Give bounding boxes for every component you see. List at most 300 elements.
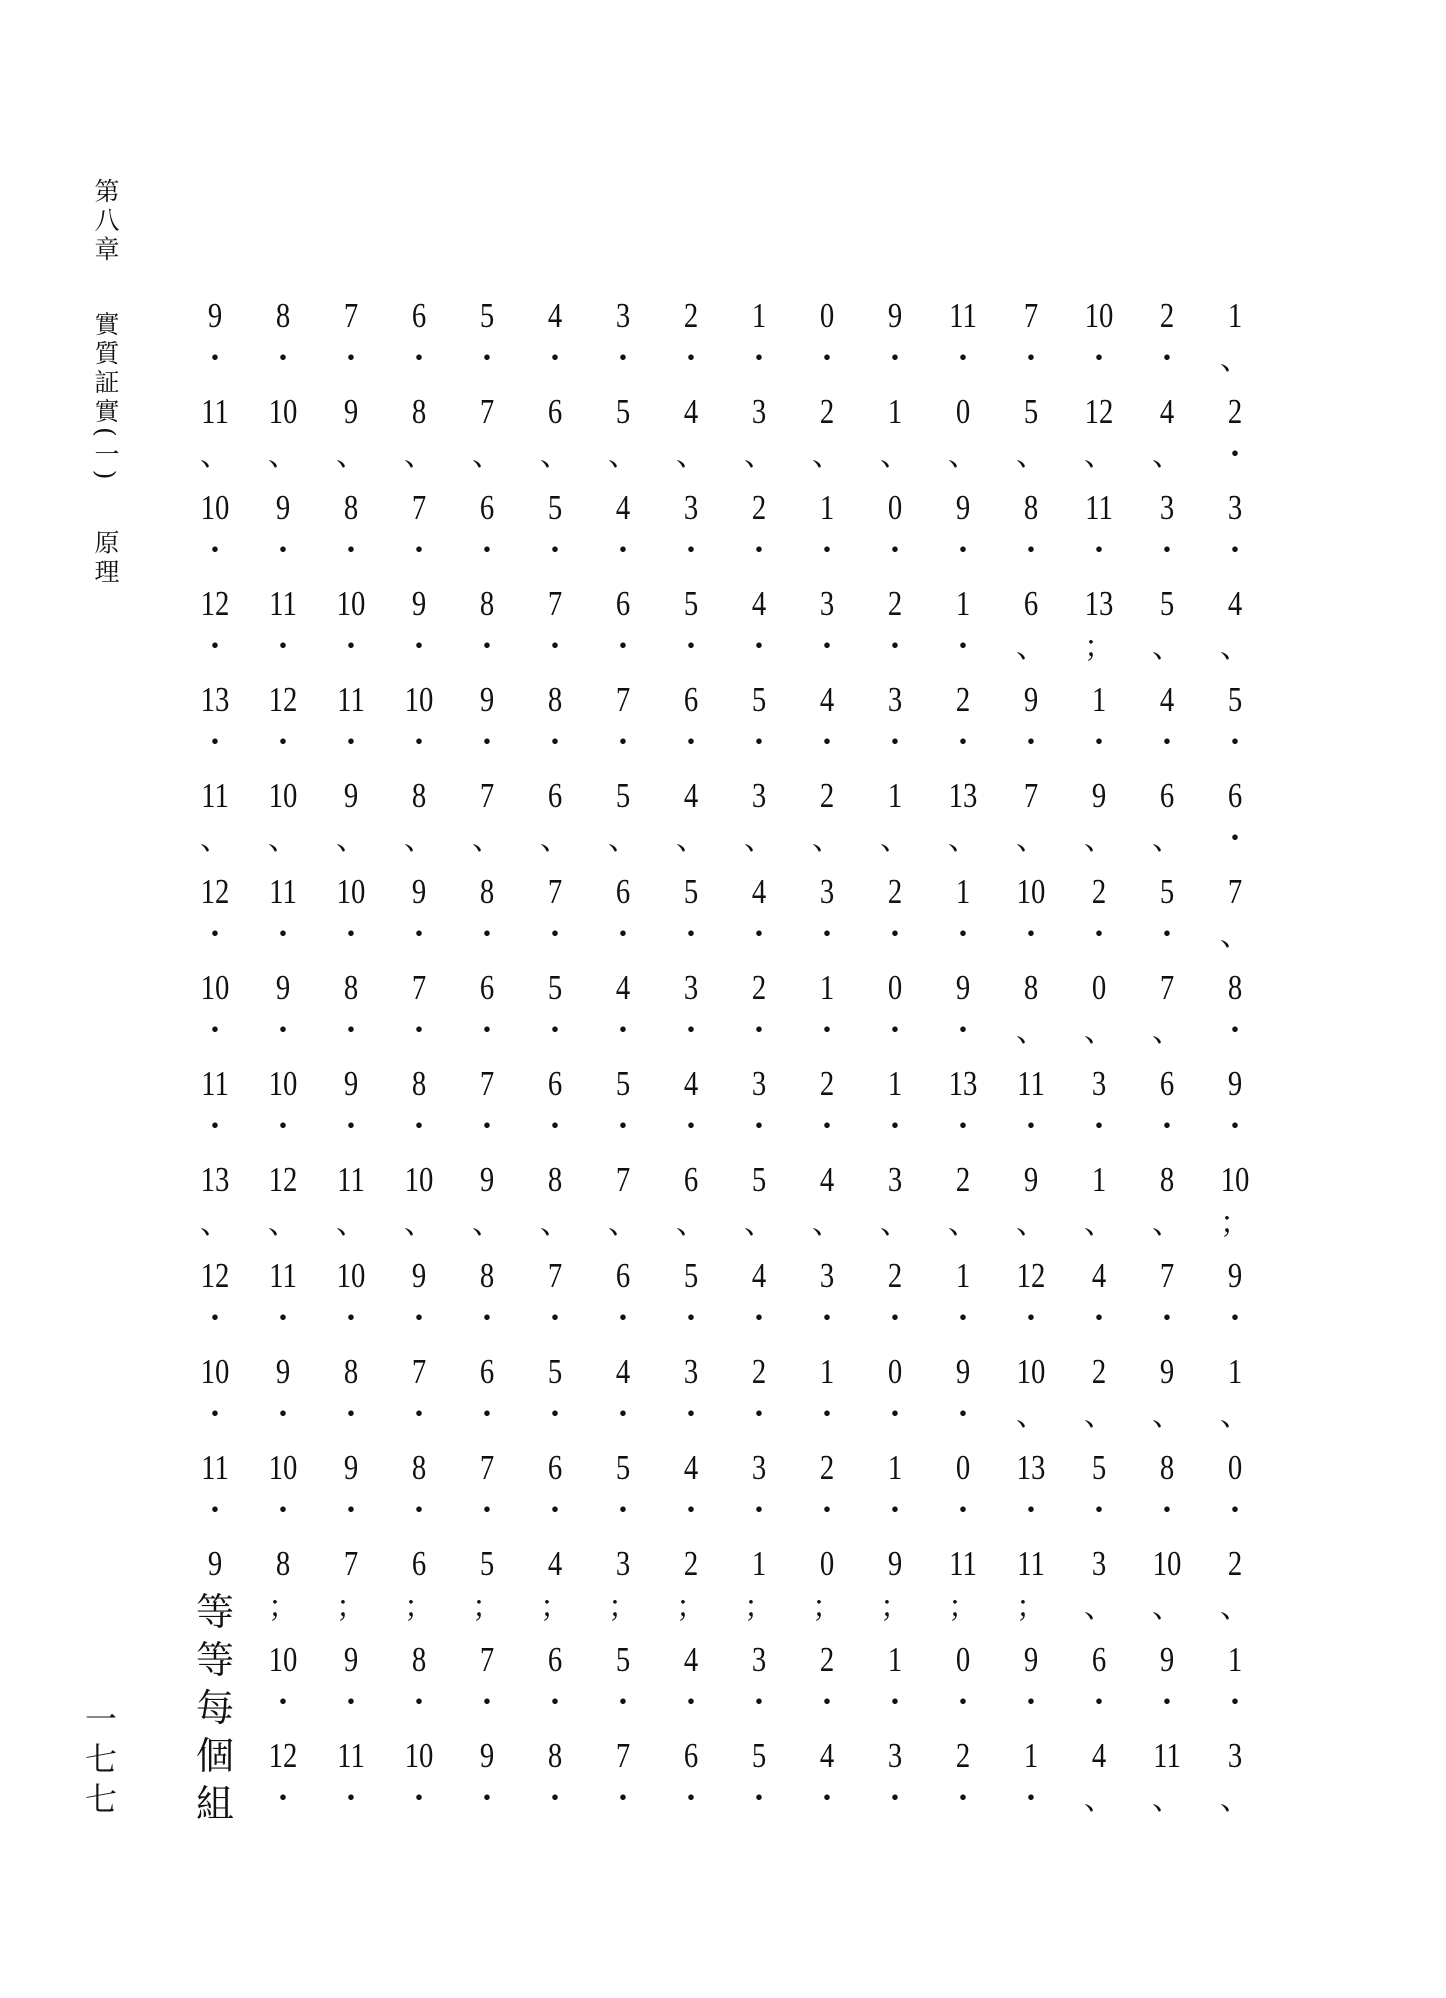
grid-token: 6: [1023, 584, 1039, 623]
grid-token: 組: [195, 1782, 234, 1826]
grid-token: 、: [540, 439, 570, 472]
grid-token: 6: [615, 584, 631, 623]
grid-token: 1: [1091, 680, 1107, 719]
grid-token: ・: [540, 1495, 570, 1528]
grid-token: 6: [479, 488, 495, 527]
grid-token: ・: [1220, 1495, 1250, 1528]
grid-token: 6: [479, 968, 495, 1007]
grid-token: 、: [744, 823, 774, 856]
grid-token: 2: [819, 1640, 835, 1679]
grid-token: 3: [751, 1448, 767, 1487]
grid-token: 、: [200, 823, 230, 856]
grid-token: ・: [404, 1303, 434, 1336]
grid-token: ；: [540, 1591, 570, 1624]
grid-token: ・: [540, 727, 570, 760]
grid-token: 2: [819, 1448, 835, 1487]
grid-token: ・: [948, 631, 978, 664]
grid-token: ・: [540, 631, 570, 664]
grid-token: ・: [1220, 823, 1250, 856]
grid-token: 、: [812, 823, 842, 856]
grid-token: 1: [1023, 1736, 1039, 1775]
grid-token: 4: [683, 776, 699, 815]
grid-token: 4: [1091, 1736, 1107, 1775]
grid-token: 4: [1159, 392, 1175, 431]
grid-token: 9: [411, 584, 427, 623]
grid-token: 5: [615, 1640, 631, 1679]
grid-token: ・: [608, 1015, 638, 1048]
grid-token: 11: [1153, 1736, 1181, 1775]
grid-token: ・: [404, 1015, 434, 1048]
grid-token: 9: [887, 296, 903, 335]
grid-token: 10: [1152, 1544, 1182, 1583]
grid-token: 4: [751, 872, 767, 911]
grid-token: ・: [404, 343, 434, 376]
grid-token: 4: [1159, 680, 1175, 719]
grid-token: 5: [615, 1064, 631, 1103]
grid-token: ・: [404, 1111, 434, 1144]
grid-token: 8: [411, 1640, 427, 1679]
grid-token: 10: [336, 1256, 366, 1295]
grid-token: 12: [200, 584, 230, 623]
grid-token: 10: [268, 776, 298, 815]
grid-token: ・: [608, 1111, 638, 1144]
grid-token: ・: [1016, 1495, 1046, 1528]
grid-token: 2: [819, 392, 835, 431]
grid-token: 5: [751, 1736, 767, 1775]
grid-token: ・: [812, 1687, 842, 1720]
grid-token: 4: [819, 1160, 835, 1199]
grid-token: ・: [812, 1111, 842, 1144]
grid-token: 、: [1084, 1783, 1114, 1816]
grid-token: ・: [744, 1783, 774, 1816]
grid-token: 7: [411, 488, 427, 527]
grid-token: ・: [336, 535, 366, 568]
grid-token: 13: [200, 680, 230, 719]
grid-token: 6: [547, 1448, 563, 1487]
grid-token: 、: [948, 823, 978, 856]
grid-token: 9: [275, 1352, 291, 1391]
grid-token: 4: [683, 1640, 699, 1679]
grid-token: 8: [343, 1352, 359, 1391]
grid-token: 、: [336, 439, 366, 472]
grid-token: ・: [336, 1399, 366, 1432]
grid-token: 2: [887, 584, 903, 623]
grid-token: 、: [608, 823, 638, 856]
grid-token: ・: [880, 1399, 910, 1432]
grid-token: 3: [683, 1352, 699, 1391]
grid-token: ；: [948, 1591, 978, 1624]
grid-token: 11: [337, 1736, 365, 1775]
grid-token: 6: [683, 1736, 699, 1775]
grid-token: 、: [1084, 1591, 1114, 1624]
grid-token: 1: [1227, 1640, 1243, 1679]
grid-token: 、: [1152, 439, 1182, 472]
grid-token: 5: [1159, 584, 1175, 623]
grid-token: 13: [948, 776, 978, 815]
grid-token: 1: [751, 1544, 767, 1583]
grid-token: 1: [887, 1448, 903, 1487]
grid-token: ・: [676, 343, 706, 376]
grid-token: 8: [411, 776, 427, 815]
grid-token: ・: [472, 727, 502, 760]
grid-token: 8: [547, 1160, 563, 1199]
grid-column: [933, 292, 993, 1852]
grid-token: 6: [683, 1160, 699, 1199]
grid-token: ・: [880, 919, 910, 952]
grid-token: 10: [200, 968, 230, 1007]
grid-token: ・: [1084, 1687, 1114, 1720]
grid-token: ・: [1016, 727, 1046, 760]
grid-column: [593, 292, 653, 1852]
grid-token: 2: [751, 1352, 767, 1391]
grid-token: 7: [1227, 872, 1243, 911]
grid-token: 每: [195, 1686, 234, 1730]
grid-token: ・: [948, 1495, 978, 1528]
grid-token: 5: [683, 872, 699, 911]
grid-token: 9: [207, 1544, 223, 1583]
grid-token: 8: [1023, 488, 1039, 527]
grid-token: ・: [1016, 1303, 1046, 1336]
grid-token: ・: [472, 919, 502, 952]
grid-token: 1: [955, 1256, 971, 1295]
grid-token: ・: [1152, 1687, 1182, 1720]
grid-token: ；: [1084, 631, 1114, 664]
grid-token: 0: [955, 1448, 971, 1487]
grid-token: 11: [269, 872, 297, 911]
grid-token: 9: [343, 1640, 359, 1679]
grid-token: 7: [411, 968, 427, 1007]
grid-token: ・: [948, 1783, 978, 1816]
grid-token: ；: [404, 1591, 434, 1624]
grid-token: 12: [268, 680, 298, 719]
grid-token: ・: [744, 1495, 774, 1528]
grid-token: ・: [404, 919, 434, 952]
grid-token: 11: [337, 680, 365, 719]
grid-token: 、: [404, 439, 434, 472]
grid-token: 等: [195, 1638, 234, 1682]
grid-token: ・: [608, 1783, 638, 1816]
grid-token: 7: [615, 680, 631, 719]
grid-token: ・: [1084, 343, 1114, 376]
grid-token: 6: [547, 1640, 563, 1679]
grid-token: 7: [479, 776, 495, 815]
grid-token: ・: [948, 1111, 978, 1144]
grid-token: 1: [1091, 1160, 1107, 1199]
grid-token: ・: [812, 343, 842, 376]
grid-token: 5: [547, 968, 563, 1007]
grid-token: ・: [268, 1687, 298, 1720]
grid-token: ・: [200, 343, 230, 376]
grid-token: 9: [207, 296, 223, 335]
grid-token: ・: [812, 727, 842, 760]
grid-token: 9: [955, 1352, 971, 1391]
grid-token: 2: [751, 968, 767, 1007]
grid-token: ・: [608, 631, 638, 664]
grid-token: 4: [547, 1544, 563, 1583]
grid-token: 3: [887, 1160, 903, 1199]
grid-token: 9: [343, 1064, 359, 1103]
grid-token: 9: [1023, 1160, 1039, 1199]
grid-token: 2: [955, 1160, 971, 1199]
grid-token: 6: [547, 392, 563, 431]
grid-token: 10: [404, 680, 434, 719]
grid-token: ・: [404, 631, 434, 664]
grid-column: [797, 292, 857, 1852]
grid-token: ；: [676, 1591, 706, 1624]
grid-token: ・: [404, 1495, 434, 1528]
grid-token: ・: [404, 727, 434, 760]
grid-token: 、: [200, 1207, 230, 1240]
grid-token: 2: [887, 872, 903, 911]
grid-token: 3: [683, 968, 699, 1007]
grid-token: ・: [948, 1015, 978, 1048]
grid-token: ・: [540, 1687, 570, 1720]
grid-token: 7: [343, 1544, 359, 1583]
grid-token: 8: [479, 1256, 495, 1295]
grid-token: 7: [343, 296, 359, 335]
grid-token: 、: [676, 1207, 706, 1240]
grid-token: 3: [819, 1256, 835, 1295]
grid-token: 10: [268, 392, 298, 431]
grid-token: ・: [336, 343, 366, 376]
grid-token: 6: [1159, 776, 1175, 815]
grid-token: 7: [1159, 1256, 1175, 1295]
grid-token: 9: [1227, 1064, 1243, 1103]
grid-token: ・: [200, 1303, 230, 1336]
grid-token: ・: [472, 631, 502, 664]
grid-token: 6: [411, 1544, 427, 1583]
grid-token: 、: [1016, 1399, 1046, 1432]
grid-token: 9: [955, 968, 971, 1007]
grid-token: ・: [472, 1111, 502, 1144]
grid-token: ・: [880, 1495, 910, 1528]
grid-token: 4: [615, 968, 631, 1007]
grid-token: 8: [1159, 1160, 1175, 1199]
grid-token: 10: [404, 1160, 434, 1199]
grid-token: ・: [336, 631, 366, 664]
grid-token: 、: [1152, 1783, 1182, 1816]
grid-token: 1: [887, 776, 903, 815]
grid-token: ・: [268, 727, 298, 760]
grid-token: 8: [479, 872, 495, 911]
grid-token: ・: [948, 727, 978, 760]
grid-token: 6: [411, 296, 427, 335]
grid-token: 11: [201, 392, 229, 431]
grid-token: ・: [880, 535, 910, 568]
grid-token: ・: [472, 1783, 502, 1816]
grid-token: ・: [1152, 919, 1182, 952]
grid-token: 9: [887, 1544, 903, 1583]
grid-token: 9: [1091, 776, 1107, 815]
grid-token: 11: [269, 584, 297, 623]
grid-token: 5: [683, 1256, 699, 1295]
grid-token: 3: [819, 872, 835, 911]
grid-token: 2: [1227, 392, 1243, 431]
grid-token: ・: [336, 1111, 366, 1144]
grid-token: 2: [1091, 872, 1107, 911]
grid-token: 10: [268, 1448, 298, 1487]
grid-token: 、: [1016, 631, 1046, 664]
grid-token: 7: [411, 1352, 427, 1391]
grid-token: ・: [1220, 1111, 1250, 1144]
grid-token: 7: [479, 1640, 495, 1679]
grid-token: 8: [1227, 968, 1243, 1007]
grid-token: 9: [343, 1448, 359, 1487]
grid-token: ・: [336, 727, 366, 760]
grid-token: 4: [547, 296, 563, 335]
grid-token: 9: [411, 1256, 427, 1295]
grid-token: 7: [547, 1256, 563, 1295]
grid-token: ・: [404, 1687, 434, 1720]
grid-token: ・: [948, 535, 978, 568]
grid-token: ・: [200, 535, 230, 568]
grid-token: 8: [547, 1736, 563, 1775]
grid-token: ；: [1016, 1591, 1046, 1624]
grid-token: 、: [1084, 1399, 1114, 1432]
grid-token: ・: [1016, 1687, 1046, 1720]
grid-token: 9: [479, 1160, 495, 1199]
grid-token: 8: [1159, 1448, 1175, 1487]
grid-token: 、: [1016, 823, 1046, 856]
grid-token: 0: [819, 1544, 835, 1583]
grid-token: 10: [268, 1064, 298, 1103]
grid-token: ・: [812, 1399, 842, 1432]
grid-token: 3: [819, 584, 835, 623]
grid-token: 3: [751, 1640, 767, 1679]
grid-token: ・: [812, 919, 842, 952]
grid-token: 3: [615, 1544, 631, 1583]
grid-token: 7: [615, 1736, 631, 1775]
grid-token: 3: [1091, 1544, 1107, 1583]
grid-token: 3: [751, 776, 767, 815]
grid-token: ・: [608, 1495, 638, 1528]
grid-token: ・: [1220, 1303, 1250, 1336]
grid-token: 1: [887, 392, 903, 431]
grid-token: 5: [1227, 680, 1243, 719]
grid-token: 、: [1016, 439, 1046, 472]
grid-token: 9: [1227, 1256, 1243, 1295]
grid-token: 6: [1159, 1064, 1175, 1103]
grid-token: 11: [1017, 1544, 1045, 1583]
grid-column: [1205, 292, 1265, 1852]
grid-token: 、: [1220, 1399, 1250, 1432]
grid-token: ・: [200, 727, 230, 760]
grid-token: ・: [1152, 1495, 1182, 1528]
grid-token: 11: [201, 1448, 229, 1487]
grid-token: 2: [683, 296, 699, 335]
grid-token: 12: [1084, 392, 1114, 431]
grid-token: 4: [819, 1736, 835, 1775]
grid-token: ・: [472, 1303, 502, 1336]
grid-token: 1: [1227, 1352, 1243, 1391]
grid-token: ・: [676, 535, 706, 568]
grid-token: 、: [1084, 439, 1114, 472]
grid-token: 、: [1084, 1207, 1114, 1240]
grid-token: 、: [948, 1207, 978, 1240]
grid-token: 0: [955, 1640, 971, 1679]
grid-token: 5: [479, 296, 495, 335]
grid-token: ；: [608, 1591, 638, 1624]
grid-token: 、: [268, 1207, 298, 1240]
grid-token: 4: [615, 488, 631, 527]
grid-token: 9: [411, 872, 427, 911]
grid-token: ・: [472, 535, 502, 568]
grid-token: ・: [608, 1303, 638, 1336]
grid-token: ・: [1016, 535, 1046, 568]
grid-token: 、: [812, 1207, 842, 1240]
grid-token: 、: [336, 823, 366, 856]
grid-token: 、: [880, 823, 910, 856]
grid-token: ・: [200, 919, 230, 952]
grid-token: 、: [540, 1207, 570, 1240]
grid-token: 10: [1220, 1160, 1250, 1199]
grid-token: ・: [540, 1399, 570, 1432]
grid-token: 9: [955, 488, 971, 527]
grid-token: ・: [200, 1111, 230, 1144]
grid-token: 10: [336, 584, 366, 623]
grid-token: 1: [819, 968, 835, 1007]
grid-token: ；: [268, 1591, 298, 1624]
grid-token: 8: [479, 584, 495, 623]
grid-token: 9: [479, 1736, 495, 1775]
grid-token: ・: [540, 1303, 570, 1336]
grid-token: ・: [812, 1303, 842, 1336]
grid-token: ・: [336, 919, 366, 952]
grid-token: ・: [268, 631, 298, 664]
grid-token: 5: [615, 392, 631, 431]
grid-token: 4: [1091, 1256, 1107, 1295]
grid-token: 10: [200, 1352, 230, 1391]
grid-token: ・: [744, 1015, 774, 1048]
grid-token: ・: [608, 727, 638, 760]
grid-token: 、: [1016, 1207, 1046, 1240]
grid-token: 2: [1159, 296, 1175, 335]
grid-token: 2: [751, 488, 767, 527]
grid-token: 、: [472, 823, 502, 856]
grid-token: ・: [676, 919, 706, 952]
grid-token: 0: [955, 392, 971, 431]
grid-token: 3: [1159, 488, 1175, 527]
grid-token: ・: [744, 343, 774, 376]
grid-token: 1: [887, 1064, 903, 1103]
grid-token: ・: [744, 1687, 774, 1720]
grid-token: ・: [608, 1399, 638, 1432]
grid-token: 10: [1016, 1352, 1046, 1391]
grid-token: 8: [1023, 968, 1039, 1007]
grid-column: [525, 292, 585, 1852]
grid-token: 7: [1023, 776, 1039, 815]
grid-token: ・: [268, 1399, 298, 1432]
grid-token: 、: [1220, 1783, 1250, 1816]
grid-token: 10: [1084, 296, 1114, 335]
grid-token: ；: [472, 1591, 502, 1624]
grid-token: 、: [1152, 1591, 1182, 1624]
grid-token: 6: [479, 1352, 495, 1391]
grid-token: 、: [540, 823, 570, 856]
grid-token: ・: [200, 631, 230, 664]
grid-token: 2: [819, 776, 835, 815]
grid-token: 1: [1227, 296, 1243, 335]
grid-token: 3: [683, 488, 699, 527]
grid-token: 、: [1084, 823, 1114, 856]
grid-token: 3: [887, 680, 903, 719]
page-number: 一七七: [80, 1702, 118, 1822]
grid-column: [1001, 292, 1061, 1852]
grid-token: 6: [1091, 1640, 1107, 1679]
grid-token: 、: [608, 1207, 638, 1240]
grid-token: 個: [195, 1734, 234, 1778]
grid-token: 1: [955, 584, 971, 623]
